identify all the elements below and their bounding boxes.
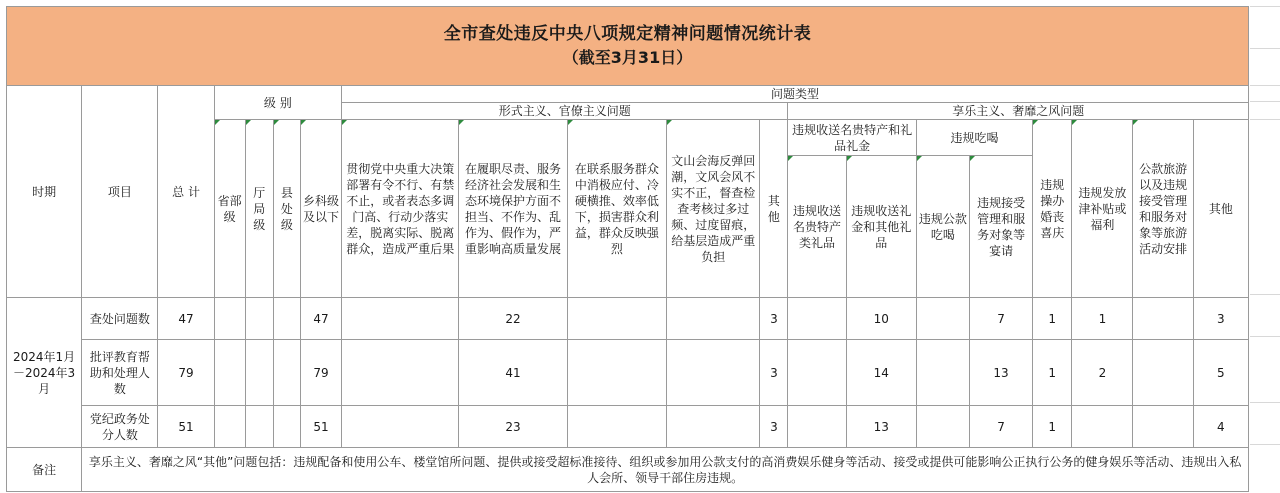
cell-f1: [342, 406, 459, 448]
header-formalism-other: 其他: [760, 120, 788, 298]
cell-prov: [214, 340, 245, 406]
header-problem-type: 问题类型: [342, 86, 1249, 103]
cell-wedding: 1: [1033, 340, 1072, 406]
table-row: [7, 406, 1249, 448]
cell-total: 47: [158, 298, 214, 340]
header-dining-group: 违规吃喝: [916, 120, 1032, 156]
cell-f-other: 3: [760, 406, 788, 448]
row-item: 批评教育帮助和处理人数: [82, 340, 158, 406]
table-subtitle: （截至3月31日）: [562, 48, 693, 67]
header-item: 项目: [82, 86, 158, 298]
cell-township: 51: [300, 406, 341, 448]
cell-subsidy: [1072, 406, 1133, 448]
cell-f4: [667, 298, 760, 340]
cell-prov: [214, 406, 245, 448]
cell-dept: [245, 340, 273, 406]
row-item: 查处问题数: [82, 298, 158, 340]
period-cell: 2024年1月－2024年3月: [7, 298, 82, 448]
cell-f-other: 3: [760, 340, 788, 406]
cell-f3: [567, 298, 666, 340]
header-period: 时期: [7, 86, 82, 298]
header-formalism-col-1: 贯彻党中央重大决策部署有令不行、有禁不止，或者表态多调门高、行动少落实差，脱离实际、脱离群众，造成严重后果: [342, 120, 459, 298]
header-hedonism-other: 其他: [1193, 120, 1248, 298]
cell-f3: [567, 340, 666, 406]
header-level-township: 乡科级及以下: [300, 120, 341, 298]
cell-county: [273, 406, 300, 448]
cell-d1: [916, 406, 969, 448]
header-travel: 公款旅游以及违规接受管理和服务对象等旅游活动安排: [1133, 120, 1193, 298]
statistics-table: [6, 6, 1249, 492]
cell-g1: [788, 340, 846, 406]
title-banner: [7, 7, 1249, 86]
table-title: 全市查处违反中央八项规定精神问题情况统计表: [443, 24, 812, 44]
cell-d2: 13: [969, 340, 1032, 406]
cell-h-other: 3: [1193, 298, 1248, 340]
header-gifts-group: 违规收送名贵特产和礼品礼金: [788, 120, 916, 156]
cell-county: [273, 340, 300, 406]
cell-d2: 7: [969, 298, 1032, 340]
cell-f3: [567, 406, 666, 448]
cell-travel: [1133, 298, 1193, 340]
header-gifts-cash: 违规收送礼金和其他礼品: [846, 156, 916, 298]
cell-subsidy: 1: [1072, 298, 1133, 340]
cell-g2: 10: [846, 298, 916, 340]
cell-d1: [916, 298, 969, 340]
header-formalism-col-4: 文山会海反弹回潮，文风会风不实不正，督查检查考核过多过频、过度留痕，给基层造成严重负担: [667, 120, 760, 298]
cell-dept: [245, 298, 273, 340]
table-row: [7, 340, 1249, 406]
header-hedonism-group: 享乐主义、奢靡之风问题: [788, 103, 1249, 120]
cell-total: 51: [158, 406, 214, 448]
cell-travel: [1133, 340, 1193, 406]
header-formalism-col-2: 在履职尽责、服务经济社会发展和生态环境保护方面不担当、不作为、乱作为、假作为，严重影响高质量发展: [459, 120, 567, 298]
header-formalism-group: 形式主义、官僚主义问题: [342, 103, 788, 120]
cell-total: 79: [158, 340, 214, 406]
header-dining-accept-banquet: 违规接受管理和服务对象等宴请: [969, 156, 1032, 298]
cell-f1: [342, 340, 459, 406]
cell-d2: 7: [969, 406, 1032, 448]
row-item: 党纪政务处分人数: [82, 406, 158, 448]
cell-travel: [1133, 406, 1193, 448]
cell-f2: 22: [459, 298, 567, 340]
cell-g2: 13: [846, 406, 916, 448]
cell-h-other: 5: [1193, 340, 1248, 406]
cell-g1: [788, 298, 846, 340]
cell-f1: [342, 298, 459, 340]
cell-township: 47: [300, 298, 341, 340]
cell-g2: 14: [846, 340, 916, 406]
header-gifts-specialty: 违规收送名贵特产类礼品: [788, 156, 846, 298]
header-total: 总 计: [158, 86, 214, 298]
cell-wedding: 1: [1033, 406, 1072, 448]
header-subsidy: 违规发放津补贴或福利: [1072, 120, 1133, 298]
cell-subsidy: 2: [1072, 340, 1133, 406]
cell-county: [273, 298, 300, 340]
cell-h-other: 4: [1193, 406, 1248, 448]
cell-f4: [667, 406, 760, 448]
header-dining-public-funds: 违规公款吃喝: [916, 156, 969, 298]
header-formalism-col-3: 在联系服务群众中消极应付、冷硬横推、效率低下，损害群众利益，群众反映强烈: [567, 120, 666, 298]
cell-f-other: 3: [760, 298, 788, 340]
header-level-province: 省部级: [214, 120, 245, 298]
cell-d1: [916, 340, 969, 406]
spreadsheet-gridlines: [1250, 0, 1280, 493]
cell-township: 79: [300, 340, 341, 406]
cell-f4: [667, 340, 760, 406]
cell-f2: 41: [459, 340, 567, 406]
header-wedding: 违规操办婚丧喜庆: [1033, 120, 1072, 298]
cell-wedding: 1: [1033, 298, 1072, 340]
note-row: [7, 448, 1249, 492]
note-label: 备注: [7, 448, 82, 492]
cell-f2: 23: [459, 406, 567, 448]
header-level-county: 县处级: [273, 120, 300, 298]
cell-dept: [245, 406, 273, 448]
note-text: 享乐主义、奢靡之风“其他”问题包括：违规配备和使用公车、楼堂馆所问题、提供或接受超标准接待、组织或参加用公款支付的高消费娱乐健身等活动、接受或提供可能影响公正执行公务的健身娱乐等活动、违规出入私人会所、领导干部住房违规。: [82, 448, 1249, 492]
header-level-group: 级 别: [214, 86, 341, 120]
table-row: [7, 298, 1249, 340]
cell-prov: [214, 298, 245, 340]
header-level-department: 厅局级: [245, 120, 273, 298]
cell-g1: [788, 406, 846, 448]
